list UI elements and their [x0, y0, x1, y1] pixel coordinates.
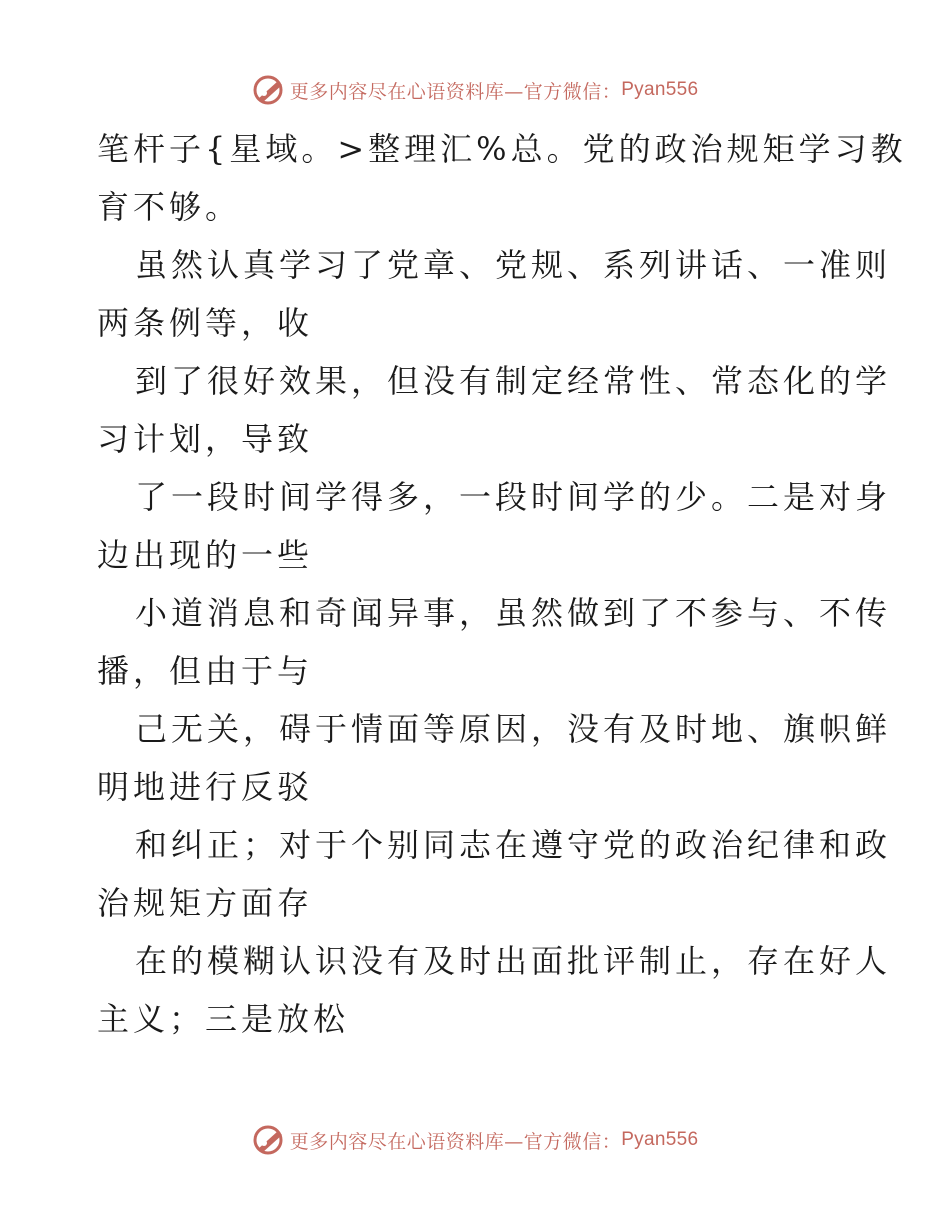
- watermark-wechat-id: Pyan556: [621, 1129, 699, 1150]
- watermark-text: 更多内容尽在心语资料库—官方微信：: [289, 80, 622, 103]
- footer-watermark: [0, 1120, 950, 1160]
- text-line: 到了很好效果，但没有制定经常性、常态化的学: [135, 362, 892, 400]
- quill-logo-icon: [252, 1123, 286, 1157]
- text-line: 育不够。: [97, 188, 242, 226]
- quill-logo-icon: [252, 73, 286, 107]
- header-watermark: [0, 70, 950, 110]
- text-line: 习计划，导致: [97, 420, 314, 458]
- text-line: 了一段时间学得多，一段时间学的少。二是对身: [135, 478, 892, 516]
- text-line: 和纠正；对于个别同志在遵守党的政治纪律和政: [135, 826, 892, 864]
- text-line: 播，但由于与: [97, 652, 314, 690]
- text-line: 主义；三是放松: [97, 1000, 350, 1038]
- text-line: 虽然认真学习了党章、党规、系列讲话、一准则: [135, 246, 892, 284]
- watermark-text: 更多内容尽在心语资料库—官方微信：: [289, 1130, 622, 1153]
- text-line: 两条例等，收: [97, 304, 314, 342]
- text-line: 笔杆子{星域。>整理汇%总。党的政治规矩学习教: [97, 130, 907, 168]
- watermark-wechat-id: Pyan556: [621, 79, 699, 100]
- text-line: 己无关，碍于情面等原因，没有及时地、旗帜鲜: [135, 710, 892, 748]
- text-line: 治规矩方面存: [97, 884, 314, 922]
- text-line: 小道消息和奇闻异事，虽然做到了不参与、不传: [135, 594, 892, 632]
- text-line: 边出现的一些: [97, 536, 314, 574]
- document-body: [97, 120, 907, 1048]
- text-line: 在的模糊认识没有及时出面批评制止，存在好人: [135, 942, 892, 980]
- text-line: 明地进行反驳: [97, 768, 314, 806]
